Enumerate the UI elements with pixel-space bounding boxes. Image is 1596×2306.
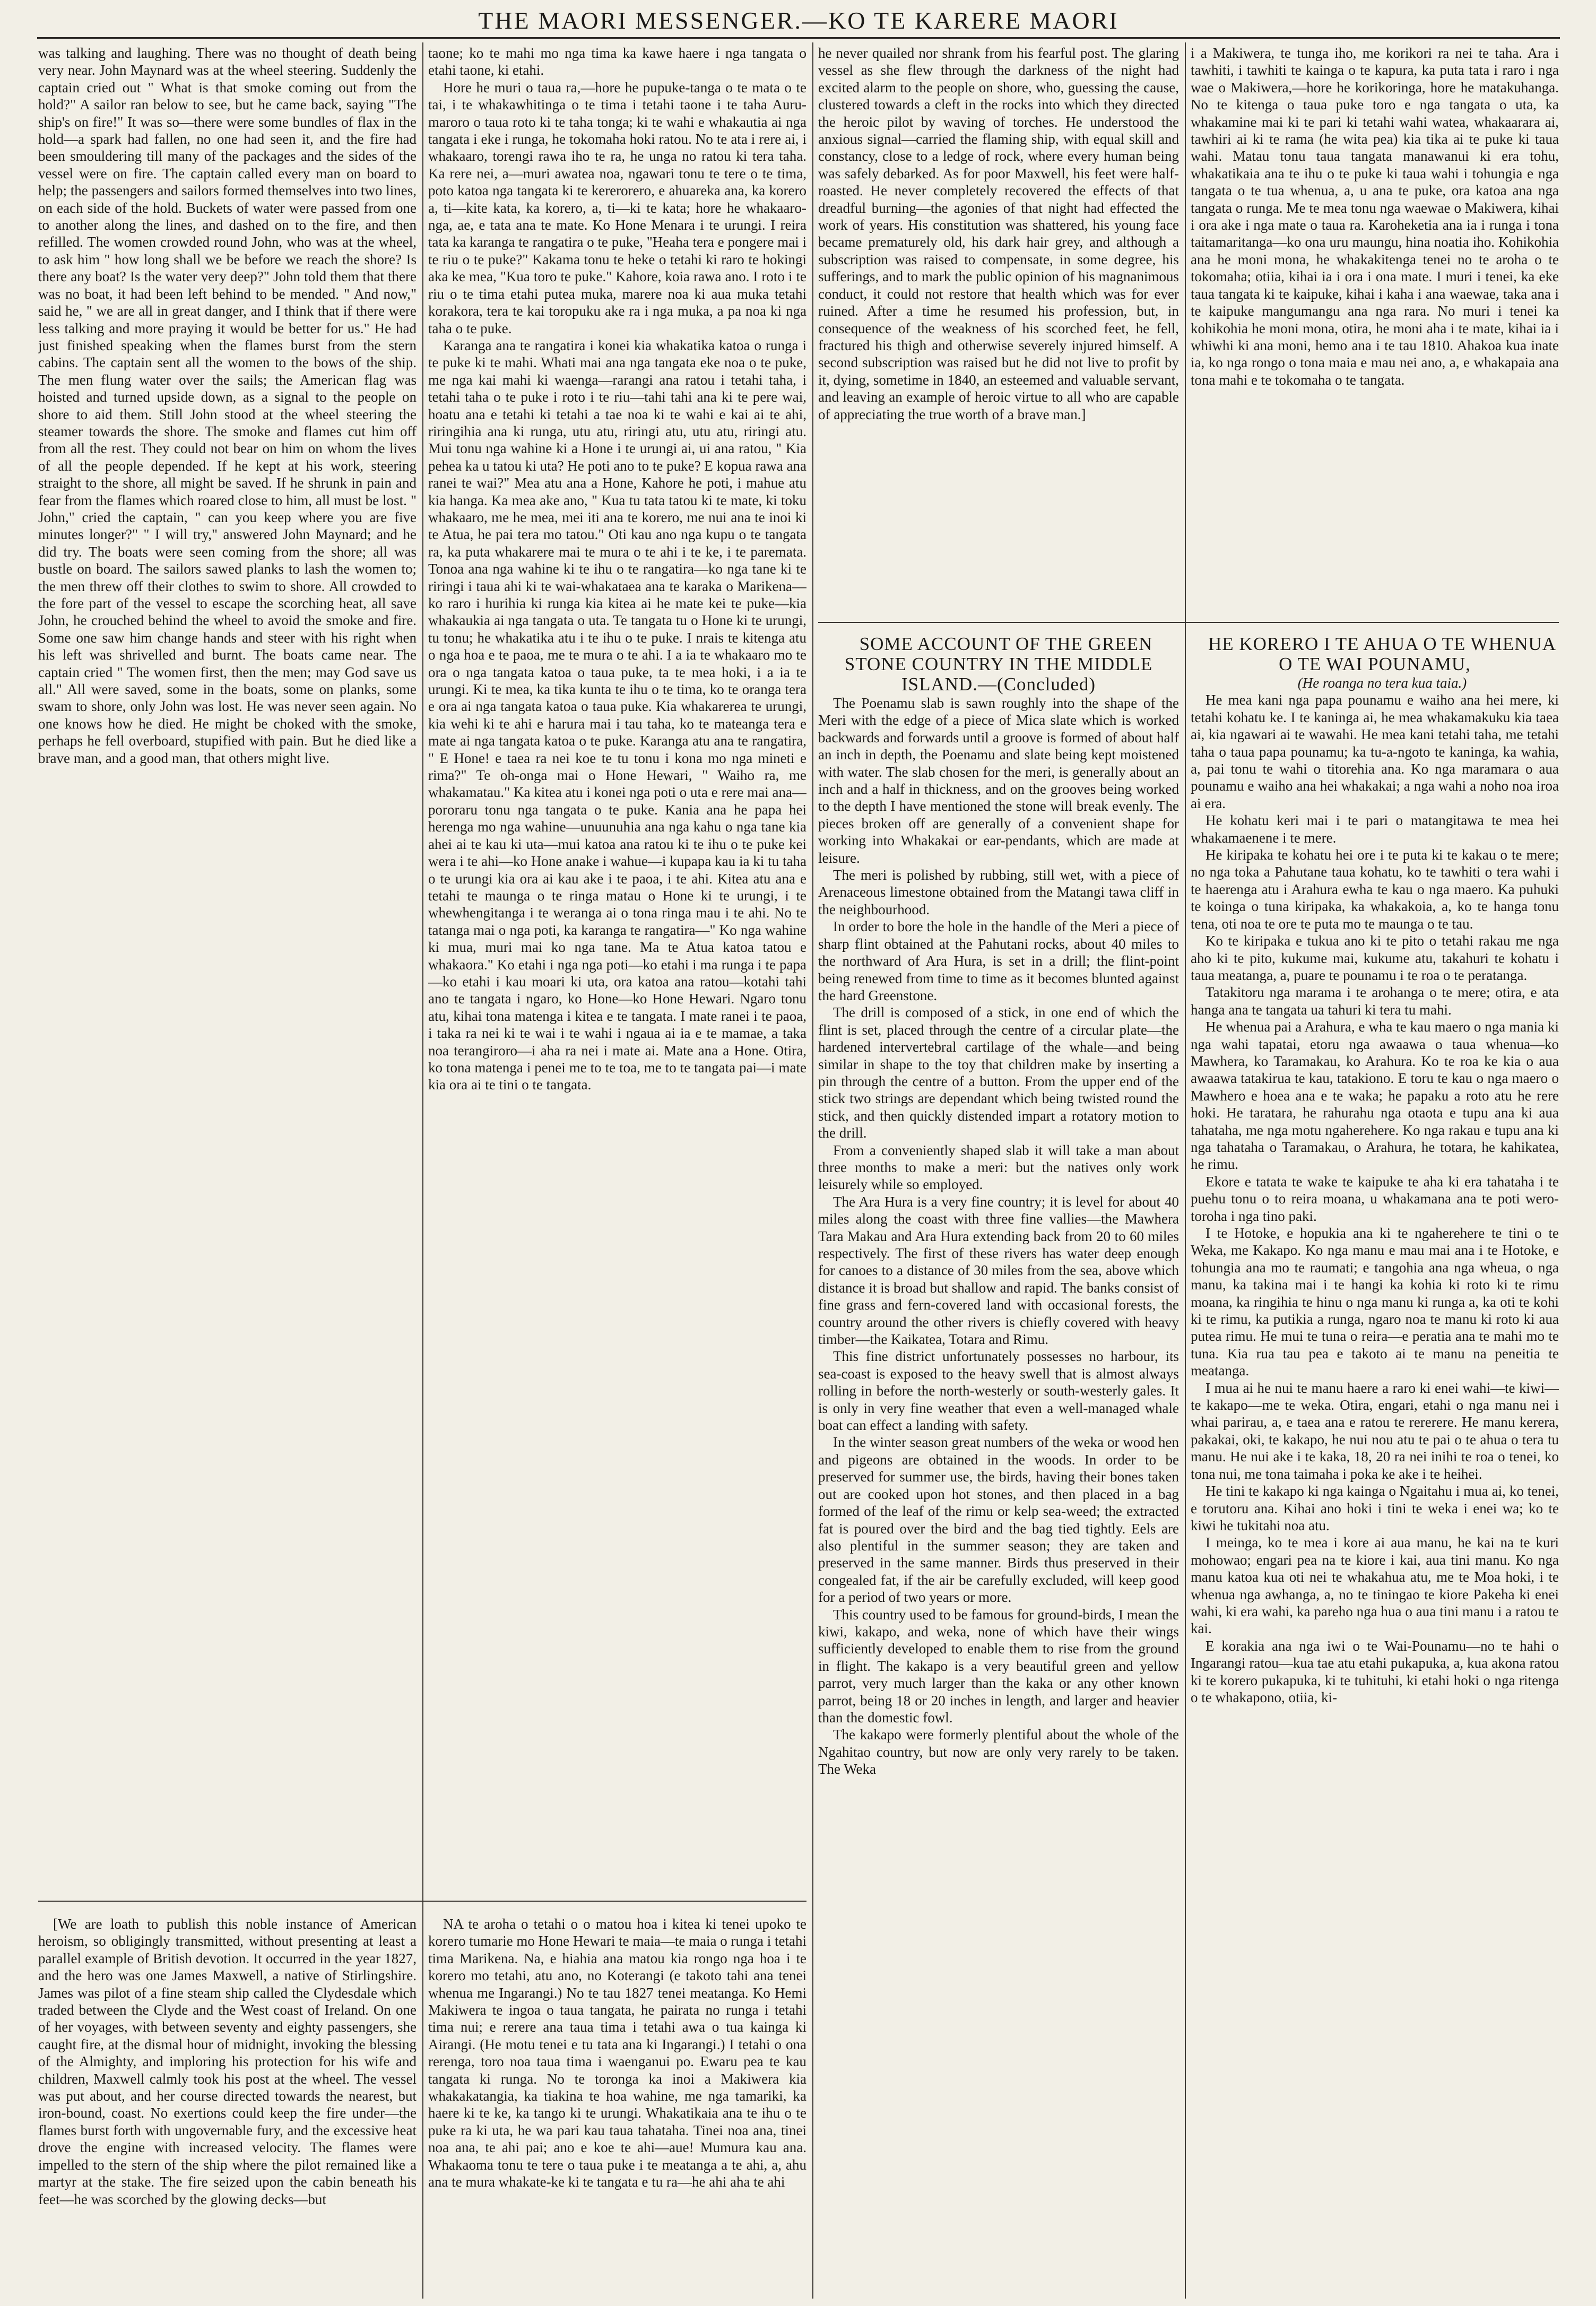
article-subheading-maori: (He roanga no tera kua taia.) bbox=[1297, 675, 1467, 691]
column-maori-continuation bbox=[1191, 45, 1559, 618]
article-paragraph: From a conveniently shaped slab it will take a man about three months to make a meri: but the natives only work leisurely while so employed. bbox=[818, 1142, 1179, 1193]
story-paragraph-maori: Karanga ana te rangatira i konei kia whakatika katoa o runga i te puke ki te mahi. Whati mai ana nga tangata eke noa o te puke, me nga kai mahi ki waenga—rarangi ana ratou i tetahi taha, i tetahi taha o te puke i roto i te riu—tahi tahi ana ki te pere wai, hoatu ana e tetahi ki tetahi a tae noa ki te wahi e kai ai te ahi, riringihia ana ki runga, utu atu, riringi atu, utu atu, riringi atu. Mui tonu nga wahine ki a Hone i te urungi ai, ui ana ratou, " Kia pehea ka u tatou ki uta? He poti ano to te puke? E kopua rawa ana ranei te wai?" Mea atu ana a Hone, Kahore he poti, i mahue atu kia hanga. Ka mea ake ano, " Kua tu tata tatou ki te mate, ki toku whakaaro, me he mea, mei iti ana te korero, me nui ana te inoi ki te Atua, he pai tera mo tatou." Oti kau ano nga kupu o te tangata ra, ka puta whakarere mai te mura o te ahi i te ke, i te paremata. Tonoa ana nga wahine ki te ihu o te rangatira—ko nga tane ki te riringi i taua ahi ki te wai-whakataea ana te karaka o Marikena—ko raro i hurihia ki runga kia kitea ai he mate kei te puke—kia whakaukia ai nga tangata o uta. Te tangata tu o Hone ki te urungi, tu tonu; he whakatika atu i te ihu o te puke. I nrais te kitenga atu o nga hoa e te paoa, me te mura o te ahi. I a ia te whakaaro mo te ora o nga tangata katoa o taua puke, ta te mea hoki, i a ia te urungi. Ki te mea, ka tika kunta te ihu o te tima, ko te oranga tera e ora ai nga tangata katoa o taua puke. Kia whakarerea te urungi, kia wehi ki te ahi e harura mai i tau taha, ko te mateanga tera e mate ai nga tangata katoa o te puke. Karanga atu ana te rangatira, " E Hone! e taea ra nei koe te tu tonu i kona mo nga mineti e rima?" Te oh-onga mai o Hone Hewari, " Waiho ra, me whakamatau." Ka kitea atu i konei nga poti o uta e rere mai ana—pororaru tonu nga tangata o te puke. Kania ana he papa hei herenga mo nga wahine—unuunuhia ana nga kahu o nga tane kia ahei ai te kau ki uta—mui katoa ana ratou ki te ihu o te puke kei wera i te ahi—ko Hone anake i wahue—i kupapa kau ia ki tu taha o te urungi kia ora ai kau ake i te paoa, i te ahi. Kitea atu ana e tetahi te maunga o te ringa matau o Hone ki te urungi, i te whewhengitanga i te weranga ai o tona ringa mau i te ahi. No te tatanga mai o nga poti, ka karanga te rangatira—" Ko nga wahine ki mua, muri mai ko nga tane. Ma te Atua katoa tatou e whakaora." Ko etahi i nga nga poti—ko etahi i ma runga i te papa—ko etahi i kau moari ki uta, ora katoa ana ratou—kotahi tahi ano te tangata i ngaro, ko Hone—ko Hone Hewari. Ngaro tonu atu, kihai tona matenga i kitea e te tangata. I mate ranei i te paoa, i taka ra nei ki te wai i te wahi i ngaua ai ia e te mamae, a taka noa terangiroro—i aha ra nei i mate ai. Mate ana a Hone. Otira, ko tona matenga i penei me to te toa, me to te tangata pai—i mate kia ora ai te tini o te tangata. bbox=[428, 337, 806, 1093]
section-rule bbox=[38, 1901, 806, 1902]
column-english-editor-note bbox=[38, 1915, 417, 2298]
column-maori-story bbox=[428, 45, 806, 1891]
story-paragraph-maori: Hore he muri o taua ra,—hore he pupuke-tanga o te mata o te tai, i te whakawhitinga o te tima i tetahi taone i te taha Auru-maroro o taua roto ki te taha tonga; ki te wahi e whakautia ai nga tangata i eke i runga, he tokomaha hoki ratou. No te ata i rere ai, i whakaaro, torengi rawa iho te ra, he unga no ratou ki tera taha. Ka rere nei, a—muri awatea noa, ngawari tonu te tere o te tima, poto katoa nga tangata ki te kererorero, e ahuareka ana, ka korero a, ti—kite kata, ka korero, a, ti—ki te kata; hore he whakaaro-nga, ae, e tata ana te mate. Ko Hone Menara i te urungi. I reira tata ka karanga te rangatira o te puke, "Heaha tera e pongere mai i te riu o te puke?" Kakama tonu te heke o tetahi ki raro te hokingi aka ke mea, "Kua toro te puke." Kahore, koia rawa ano. I roto i te riu o te tima etahi putea muka, marere noa ki aua muka tetahi korakora, tera te kai toropuku ake ra i nga muka, a pa noa ki nga taha o te puke. bbox=[428, 79, 806, 336]
masthead-title-maori: KO TE KARERE MAORI bbox=[828, 7, 1119, 34]
story-paragraph: was talking and laughing. There was no thought of death being very near. John Maynard was at the wheel steering. Suddenly the captain cried out " What is that smoke coming out from the hold?" A sailor ran below to see, but he came back, saying "The ship's on fire!" It was so—there were some bundles of flax in the hold—a spark had fallen, no one had seen it, and the fire had been smouldering till many of the packages and the sides of the vessel were on fire. The captain called every man on board to help; the passengers and sailors formed themselves into two lines, on each side of the hold. Buckets of water were passed from one to another along the lines, and dashed on to the fire, and then refilled. The women crowded round John, who was at the wheel, to ask him " how long shall we be before we reach the shore? Is there any boat? Is the water very deep?" John told them that there was no boat, it had been left behind to be mended. " And now," said he, " we are all in great danger, and I think that if there were less talking and more praying it would be better for us." He had just finished speaking when the flames burst from the stern cabins. The captain sent all the women to the bows of the ship. The men flung water over the sails; the American flag was hoisted and turned upside down, as a signal to the people on shore to aid them. Still John stood at the wheel steering the steamer towards the shore. The smoke and flames cut him off from all the rest. They could not bear on him on whom the lives of all the people depended. If he kept at his work, steering straight to the shore, all might be saved. If he shrunk in pain and fear from the flames which roared close to him, all must be lost. " John," cried the captain, " can you keep where you are five minutes longer?" " I will try," answered John Maynard; and he did try. The boats were seen coming from the shore; all was bustle on board. The sailors sawed planks to lash the women to; the men threw off their clothes to swim to shore. All crowded to the fore part of the vessel to escape the scorching heat, all save John, he crouched behind the wheel to avoid the smoke and fire. Some one saw him change hands and steer with his right when his left was shrivelled and burnt. The boats came near. The captain cried " The women first, then the men; may God save us all." All were saved, some in the boats, some on planks, some swam to shore, only John was lost. He was never seen again. No one knows how he died. He might be choked with the smoke, perhaps he fell overboard, stupified with pain. But he died like a brave man, and a good man, that others might live. bbox=[38, 45, 417, 766]
article-paragraph-maori: Tatakitoru nga marama i te arohanga o te mere; otira, e ata hanga ana te tangata ua tahuri ki tera tu mahi. bbox=[1191, 984, 1559, 1018]
article-paragraph-maori: I te Hotoke, e hopukia ana ki te ngaherehere te tini o te Weka, me Kakapo. Ko nga manu e mau mai ana i te Hotoke, e tohungia ana mo te raumati; e tangohia ana nga wheua, o nga manu, ka takina mai i te hangi ka kohia ki roto ki te rimu moana, ka ringihia te hinu o nga manu ki runga a, ka oti te kohi ki te rimu, ka putikia a runga, ngaro noa te manu ki roto ki aua putea rimu. He mui te tuna o reira—e peratia ana te mahi mo te tuna. Kia rua tau pea e takoto ai te manu na peneitia te meatanga. bbox=[1191, 1225, 1559, 1379]
article-paragraph-maori: He tini te kakapo ki nga kainga o Ngaitahu i mua ai, ko tenei, e torutoru ana. Kihai ano hoki i tini te weka i enei wa; ko te kiwi he tukitahi noa atu. bbox=[1191, 1483, 1559, 1533]
article-paragraph-maori: E korakia ana nga iwi o te Wai-Pounamu—no te hahi o Ingarangi ratou—kua tae atu etahi pukapuka, a, kua akona ratou ki te korero pukapuka, ki te tuhituhi, ki etahi hoki o nga ritenga o te whakapono, otiia, ki- bbox=[1191, 1637, 1559, 1705]
article-paragraph-maori: Ekore e tatata te wake te kaipuke te aha ki era tahataha i te puehu tonu o to reira moana, u whakamana ana te poti wero-toroha i nga tino paki. bbox=[1191, 1173, 1559, 1224]
article-paragraph: This country used to be famous for ground-birds, I mean the kiwi, kakapo, and weka, none of which have their wings sufficiently developed to enable them to rise from the ground in flight. The kakapo is a very beautiful green and yellow parrot, very much larger than the kaka or any other known parrot, being 18 or 20 inches in length, and larger and heavier than the domestic fowl. bbox=[818, 1606, 1179, 1726]
article-paragraph-maori: I mua ai he nui te manu haere a raro ki enei wahi—te kiwi—te kakapo—me te weka. Otira, engari, etahi o nga manu nei i whai parirau, a, e taea ana e ratou te rererere. He manu kerera, pakakai, oki, te kakapo, he nui nou atu te pai o te ahua o tera tu manu. He nui ake i te kaka, 18, 20 ra nei inihi te roa o tenei, ko tona nui, me tona taimaha i poka ke ake i te heihei. bbox=[1191, 1380, 1559, 1482]
article-paragraph: The Ara Hura is a very fine country; it is level for about 40 miles along the coast with three fine vallies—the Mawhera Tara Makau and Ara Hura extending back from 20 to 60 miles respectively. The first of these rivers has water deep enough for canoes to a distance of 30 miles from the sea, above which distance it is broad but shallow and rapid. The banks consist of fine grass and fern-covered land with occasional forests, the country around the other rivers is chiefly covered with heavy timber—the Kaikatea, Totara and Rimu. bbox=[818, 1193, 1179, 1348]
article-paragraph: This fine district unfortunately possesses no harbour, its sea-coast is exposed to the heavy swell that is almost always rolling in before the north-westerly or south-westerly gales. It is only in very fine weather that even a well-managed whale boat can effect a landing with safety. bbox=[818, 1348, 1179, 1434]
section-rule bbox=[818, 622, 1559, 623]
editor-note-paragraph: [We are loath to publish this noble instance of American heroism, so obligingly transmitted, without presenting at least a parallel example of British devotion. It occurred in the year 1827, and the hero was one James Maxwell, a native of Stirlingshire. James was pilot of a fine steam ship called the Clydesdale which traded between the Clyde and the West coast of Ireland. On one of her voyages, with between seventy and eighty passengers, she caught fire, at the dismal hour of midnight, invoking the blessing of the Almighty, and imploring his protection for his wife and children, Maxwell calmly took his post at the wheel. The vessel was put about, and her course directed towards the nearest, but iron-bound, coast. No exertions could keep the fire under—the flames burst forth with ungovernable fury, and the excessive heat drove the engine with increased velocity. The flames were impelled to the stern of the ship where the pilot remained like a martyr at the stake. The fire seized upon the cabin beneath his feet—he was scorched by the glowing decks—but bbox=[38, 1916, 417, 2207]
article-paragraph: The Poenamu slab is sawn roughly into the shape of the Meri with the edge of a piece of Mica slate which is worked backwards and forwards until a groove is formed of about half an inch in depth, the Poenamu and slate being kept moistened with water. The slab chosen for the meri, is generally about an inch and a half in thickness, and on the grooves being worked to the depth I have mentioned the stone will break evenly. The pieces broken off are generally of a convenient shape for working into Whakakai or ear-pendants, which are made at leisure. bbox=[818, 695, 1179, 866]
article-heading: SOME ACCOUNT OF THE GREEN STONE COUNTRY IN THE MIDDLE ISLAND.—(Concluded) bbox=[844, 634, 1153, 695]
column-maori-editor-note bbox=[428, 1915, 806, 2298]
article-paragraph-maori: Ko te kiripaka e tukua ano ki te pito o tetahi rakau me nga aho ki te pito, kukume mai, kukume atu, takahuri te kohatu i taua meatanga, a, puare te pounamu i te roa o te peratanga. bbox=[1191, 933, 1559, 983]
column-green-stone-article bbox=[818, 634, 1179, 2298]
continuation-paragraph: he never quailed nor shrank from his fearful post. The glaring vessel as she flew through the darkness of the night had excited alarm to the people on shore, who, guessing the cause, clustered towards a cleft in the rocks into which they directed the heroic pilot by waving of torches. He understood the anxious signal—carried the flaming ship, with equal skill and constancy, close to a ledge of rock, where every human being was safely debarked. As for poor Maxwell, his feet were half-roasted. He never completely recovered the effects of that dreadful burning—the agonies of that night had effected the work of years. His constitution was shattered, his young face became prematurely old, his dark hair grey, and although a subscription was raised to compensate, in some degree, his sufferings, and to mark the public opinion of his magnanimous conduct, it could not restore that health which was for ever ruined. After a time he resumed his profession, but, in consequence of the weakness of his scorched feet, he fell, fractured his thigh and otherwise severely injured himself. A second subscription was raised but he did not live to profit by it, dying, sometime in 1840, an esteemed and valuable servant, and leaving an example of heroic virtue to all who are capable of appreciating the true worth of a brave man.] bbox=[818, 45, 1179, 422]
column-rule bbox=[422, 42, 423, 2299]
column-wai-pounamu-article bbox=[1191, 634, 1559, 2298]
article-paragraph-maori: He mea kani nga papa pounamu e waiho ana hei mere, ki tetahi kohatu ke. I te kaninga ai, he mea whakamakuku kia taea ai, kia ngawari ai te wawahi. He mea kani tetahi taha, me tetahi taha o taua papa pounamu; ka tu-a-ngoto te kaninga, ka wahia, a, pai tonu te wahi o titorehia ana. Ko nga maramara o aua pounamu e waiho ana hei whakakai; a nga wahi a noho noa iroa ai era. bbox=[1191, 692, 1559, 811]
article-paragraph: The kakapo were formerly plentiful about the whole of the Ngahitao country, but now are only very rarely to be taken. The Weka bbox=[818, 1727, 1179, 1778]
article-heading-maori: HE KORERO I TE AHUA O TE WHENUA O TE WAI POUNAMU, bbox=[1208, 634, 1557, 674]
column-english-story bbox=[38, 45, 417, 1891]
continuation-paragraph-maori: i a Makiwera, te tunga iho, me korikori ra nei te taha. Ara i tawhiti, i tawhiti te kainga o te kapura, ka puta tata i raro i nga wae o Makiwera,—hore he korikoringa, hore he matakuhanga. No te kitenga o taua puke toro e nga tangata o uta, ka whakamine mai ki te pari ki tetahi wahi watea, whakaarara ai, tawhiri ai ki te rama (he wita pea) kia tika ai te puke ki taua wahi. Matau tonu taua tangata manawanui ki era tohu, whakatikaia ana te ihu o te puke ki taua wahi i tohungia e nga tangata o te tua whenua, a, u ana te puke, ora katoa ana nga tangata o runga. Me te mea tonu nga waewae o Makiwera, kihai i ora ake i nga mate o taua ra. Karoheketia ana ia i runga i tona taitamaritanga—ko ona uru maungu, hina noatia iho. Kohikohia ana he moni mona, he whakakitenga tenei no te aroha o te tokomaha; otiia, kihai ia i ora i ona mate. I muri i tenei, ka eke taua tangata ki te kaipuke, kihai i kaha i ana waewae, taka ana i te kaipuke mangumangu ana nga rara. No muri i tenei ka kohikohia he moni mona, otira, he moni aha i te mate, kihai ia i whiwhi ki ana moni, hemo ana i te tau 1810. Ahakoa kua inate ia, ko nga rongo o tona maia e mau nei ano, a, e whakapaia ana tona mahi e te tokomaha o te tangata. bbox=[1191, 45, 1559, 388]
masthead bbox=[37, 5, 1560, 39]
article-paragraph-maori: He kohatu keri mai i te pari o matangitawa te mea hei whakamaenene i te mere. bbox=[1191, 812, 1559, 846]
article-paragraph-maori: He whenua pai a Arahura, e wha te kau maero o nga mania ki nga wahi tapatai, etoru nga awaawa o taua whenua—ko Mawhera, ko Taramakau, ko Arahura. Ko te roa ke kia o aua awaawa tatakirua te kau, tatakiono. E toru te kau o nga maero o Mawhero e hoea ana e te waka; he papaku a roto atu he rere hoki. He taratara, he rahurahu nga otaota e tupu ana ki aua tahataha, me nga motu ngaherehere. Ko nga rakau e tupu ana ki nga tahataha o Taramakau, o Arahura, he totara, he kahikatea, he rimu. bbox=[1191, 1019, 1559, 1173]
column-rule bbox=[1185, 42, 1186, 2299]
article-paragraph-maori: I meinga, ko te mea i kore ai aua manu, he kai na te kuri mohowao; engari pea na te kiore i kai, aua tini manu. Ko nga manu katoa kua oti nei te whakahua atu, me te Moa hoki, i te whenua nga awhanga, a, no te tiningao te kiore Pakeha ki enei wahi, ki era wahi, ka pareho nga hua o aua tini manu i a ratou te kai. bbox=[1191, 1535, 1559, 1637]
article-paragraph-maori: He kiripaka te kohatu hei ore i te puta ki te kakau o te mere; no nga toka a Pahutane taua kohatu, ko te tawhiti o tera wahi i te haerenga atu i Arahura ewha te kau o nga maero. Ka puhuki te koinga o tuna kiripaka, ka whakakoia, a, ko te hanga tonu tena, oti noa te ore te puta mo te maunga o te tau. bbox=[1191, 847, 1559, 932]
masthead-separator: — bbox=[802, 7, 829, 34]
article-paragraph: The meri is polished by rubbing, still wet, with a piece of Arenaceous limestone obtained from the Matangi tawa cliff in the neighbourhood. bbox=[818, 867, 1179, 917]
column-english-continuation bbox=[818, 45, 1179, 618]
masthead-title-english: THE MAORI MESSENGER. bbox=[478, 7, 803, 34]
article-paragraph: In the winter season great numbers of the weka or wood hen and pigeons are obtained in the woods. In order to be preserved for summer use, the birds, having their bones taken out are cooked upon hot stones, and then placed in a bag formed of the leaf of the rimu or kelp sea-weed; the extracted fat is poured over the bird and the bag tied tightly. Eels are also plentiful in the summer season; they are taken and preserved in the same manner. Birds thus preserved in their congealed fat, if the air be carefully excluded, will keep good for a period of two years or more. bbox=[818, 1434, 1179, 1606]
story-paragraph-maori: taone; ko te mahi mo nga tima ka kawe haere i nga tangata o etahi taone, ki etahi. bbox=[428, 45, 806, 79]
article-paragraph: In order to bore the hole in the handle of the Meri a piece of sharp flint obtained at the Pahutani rocks, about 40 miles to the northward of Ara Hura, is set in a drill; the flint-point being renewed from time to time as it becomes blunted against the hard Greenstone. bbox=[818, 918, 1179, 1003]
column-rule bbox=[812, 42, 813, 2299]
editor-note-paragraph-maori: NA te aroha o tetahi o o matou hoa i kitea ki tenei upoko te korero tumarie mo Hone Hewari te maia—te maia o runga i tetahi tima Marikena. Na, e hiahia ana matou kia rongo nga hoa i te korero mo tetahi, atu ano, no Koterangi (e takoto tahi ana tenei whenua me Ingarangi.) No te tau 1827 tenei meatanga. Ko Hemi Makiwera te ingoa o taua tangata, he pairata no runga i tetahi tima nui; e rerere ana taua tima i tetahi awa o tua kainga ki Airangi. (He motu tenei e tu tata ana ki Ingarangi.) I tetahi o ona rerenga, toro noa taua tima i waenganui po. Ewaru pea te kau tangata ki runga. No te toronga ka inoi a Makiwera kia whakakatangia, ka tiakina te hoa wahine, me nga tamariki, ka haere ki te ke, ka tango ki te urungi. Whakatikaia ana te ihu o te puke ra ki uta, he wa pari kau taua tahataha. Tinei noa ana, tinei noa ana, te ahi pai; ano e koe te ahi—aue! Mumura kau ana. Whakaoma tonu te tere o taua puke i te meatanga a te ahi, a, ahu ana te mura whakate-ke ki te tangata e tu ra—he ahi aha te ahi bbox=[428, 1916, 806, 2190]
article-paragraph: The drill is composed of a stick, in one end of which the flint is set, placed through the centre of a circular plate—the hardened intervertebral cartilage of the whale—and being similar in shape to the toy that children make by inserting a pin through the centre of a button. From the upper end of the stick two strings are dependant which being twisted round the stick, and then quickly distended impart a rotatory motion to the drill. bbox=[818, 1004, 1179, 1141]
